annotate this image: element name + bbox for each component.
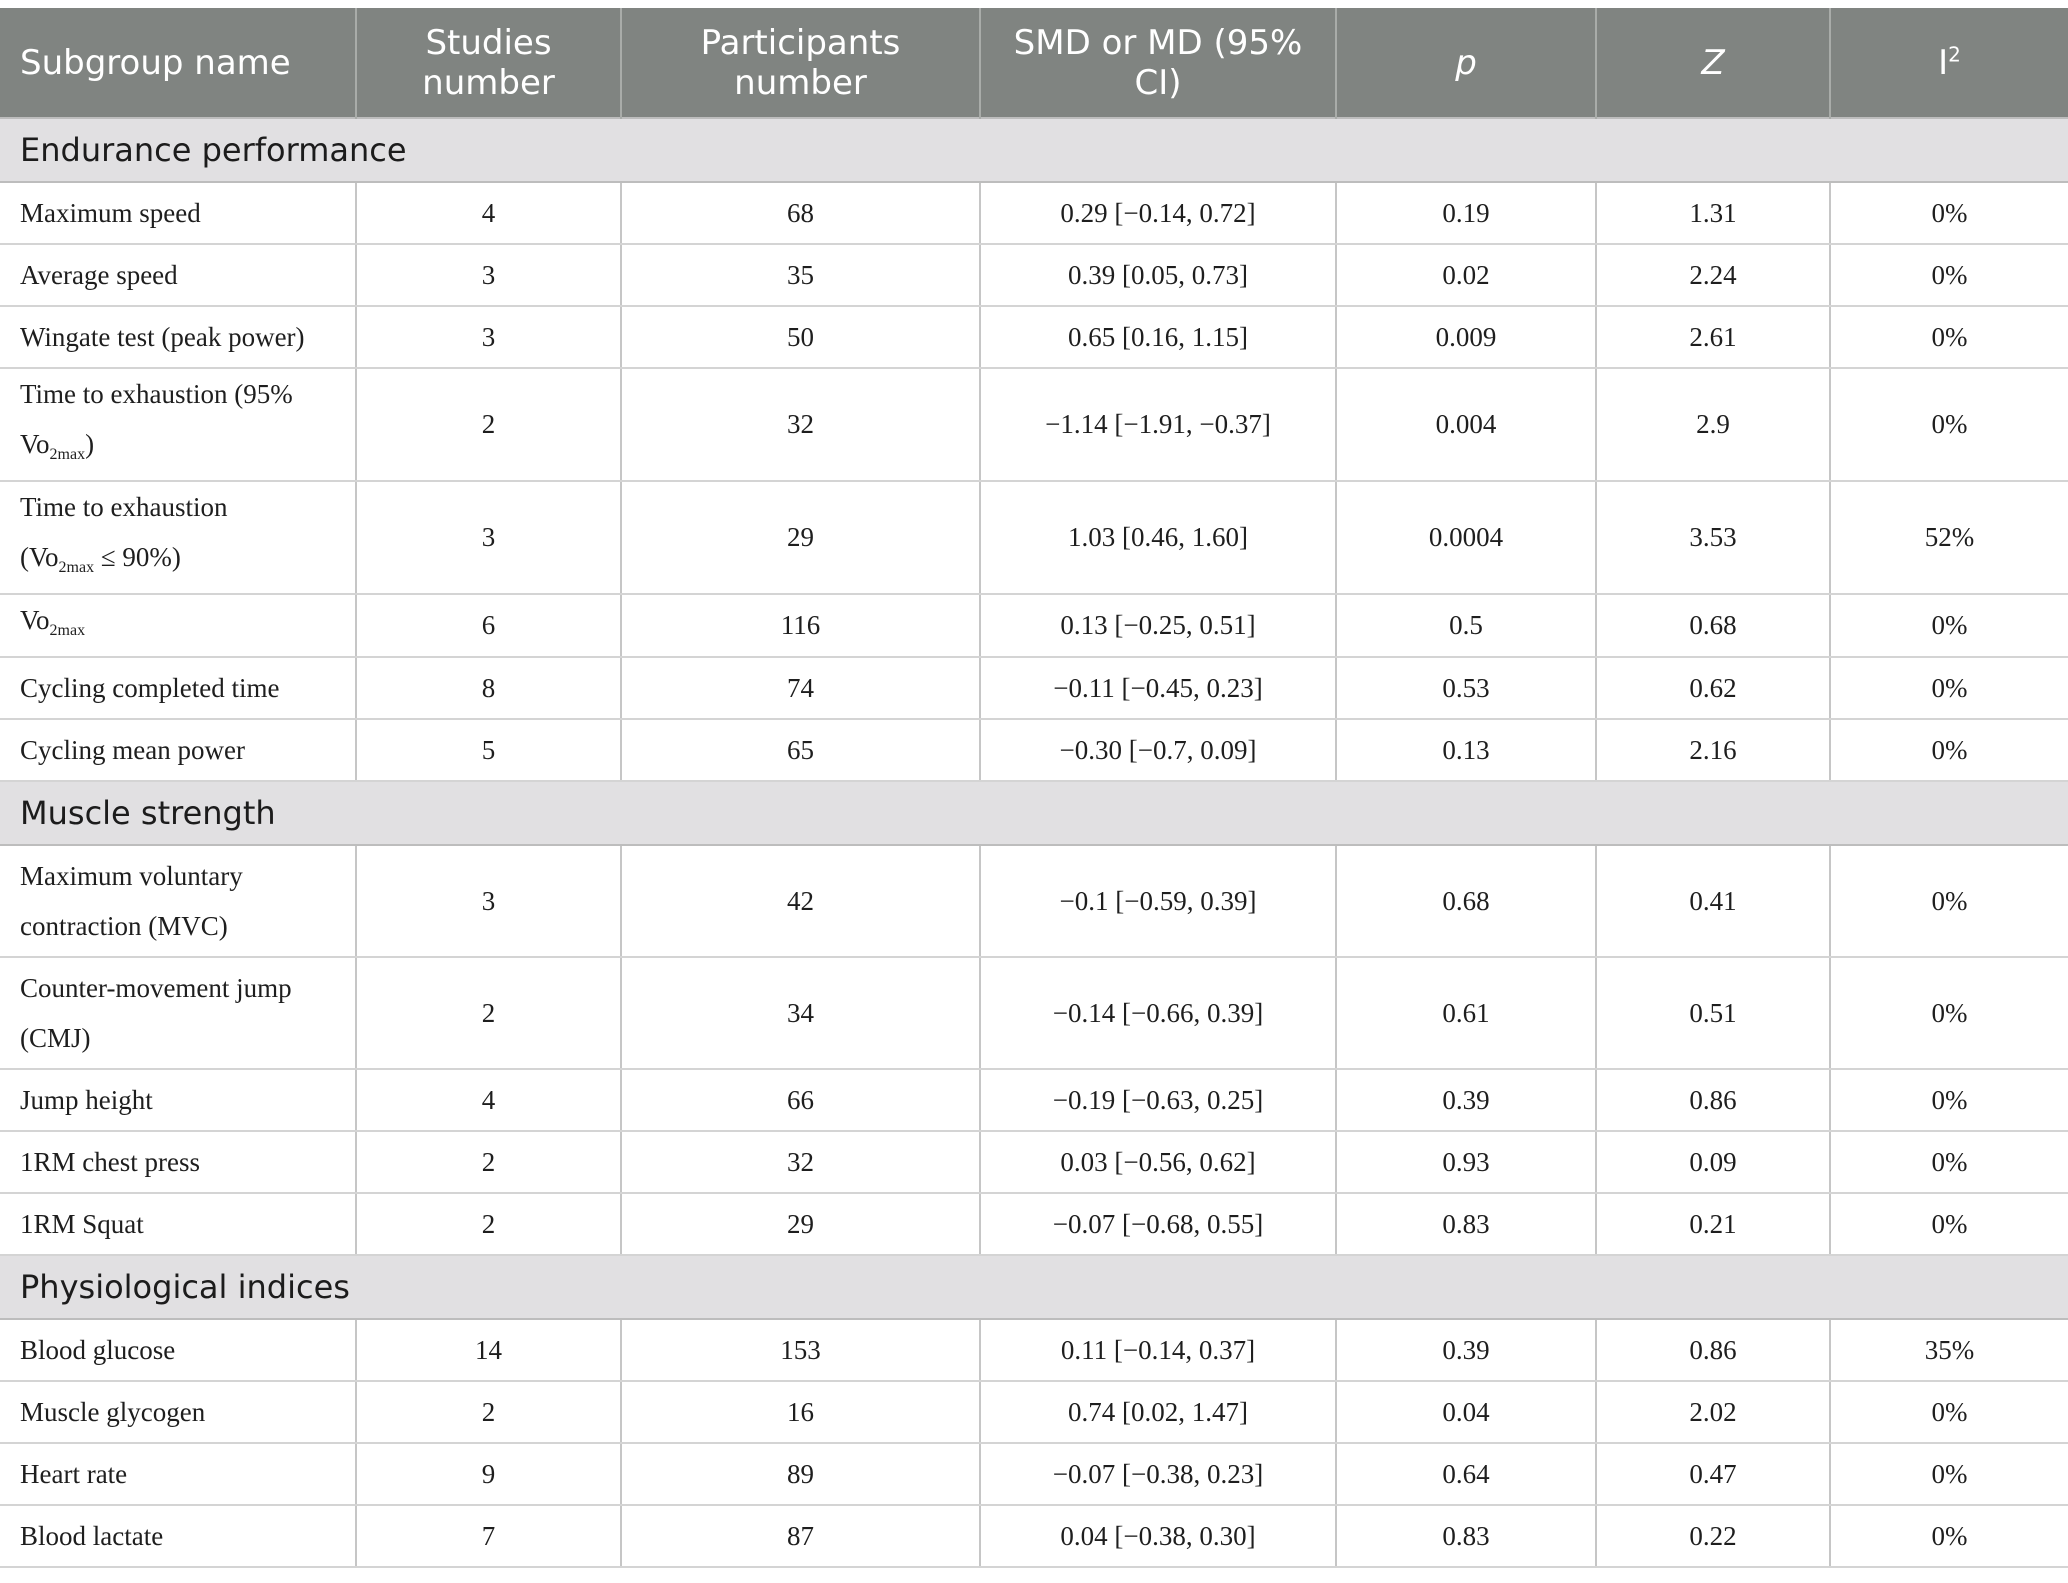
table-row — [0, 845, 2068, 957]
cell-subgroup-name: Maximum speed — [0, 182, 356, 244]
header-subgroup-name: Subgroup name — [0, 8, 356, 118]
subgroup-name-line1: Maximum voluntary — [20, 861, 243, 891]
cell-smd-ci: 0.11 [−0.14, 0.37] — [980, 1319, 1336, 1381]
cell-z-value: 0.22 — [1596, 1505, 1830, 1567]
cell-z-value: 0.47 — [1596, 1443, 1830, 1505]
cell-studies-number: 2 — [356, 1131, 621, 1193]
cell-z-value: 2.24 — [1596, 244, 1830, 306]
cell-i-squared: 0% — [1830, 594, 2068, 657]
subgroup-name-line2: contraction (MVC) — [20, 911, 228, 941]
cell-z-value: 0.41 — [1596, 845, 1830, 957]
cell-studies-number: 4 — [356, 182, 621, 244]
header-smd-ci: SMD or MD (95% CI) — [980, 8, 1336, 118]
cell-subgroup-name: Blood lactate — [0, 1505, 356, 1567]
cell-smd-ci: −0.11 [−0.45, 0.23] — [980, 657, 1336, 719]
subgroup-name-line1: Counter-movement jump — [20, 973, 292, 1003]
cell-smd-ci: −0.1 [−0.59, 0.39] — [980, 845, 1336, 957]
cell-i-squared: 0% — [1830, 1131, 2068, 1193]
cell-z-value: 3.53 — [1596, 481, 1830, 594]
subgroup-name-vo: Vo — [20, 605, 50, 635]
cell-studies-number: 2 — [356, 957, 621, 1069]
cell-studies-number: 5 — [356, 719, 621, 781]
header-row — [0, 8, 2068, 118]
cell-z-value: 0.68 — [1596, 594, 1830, 657]
cell-i-squared: 0% — [1830, 1443, 2068, 1505]
cell-studies-number: 3 — [356, 481, 621, 594]
cell-studies-number: 8 — [356, 657, 621, 719]
cell-z-value: 1.31 — [1596, 182, 1830, 244]
cell-i-squared: 0% — [1830, 368, 2068, 481]
table-row — [0, 594, 2068, 657]
cell-subgroup-name: Jump height — [0, 1069, 356, 1131]
cell-p-value: 0.68 — [1336, 845, 1596, 957]
table-row — [0, 1381, 2068, 1443]
section-title: Endurance performance — [0, 118, 2068, 182]
cell-p-value: 0.0004 — [1336, 481, 1596, 594]
cell-studies-number: 2 — [356, 1381, 621, 1443]
table-row — [0, 719, 2068, 781]
cell-p-value: 0.13 — [1336, 719, 1596, 781]
section-header-row — [0, 781, 2068, 845]
cell-smd-ci: 0.29 [−0.14, 0.72] — [980, 182, 1336, 244]
subgroup-name-subscript: 2max — [49, 622, 86, 639]
cell-i-squared: 0% — [1830, 845, 2068, 957]
cell-subgroup-name: Average speed — [0, 244, 356, 306]
table-row — [0, 1131, 2068, 1193]
cell-p-value: 0.39 — [1336, 1319, 1596, 1381]
cell-studies-number: 2 — [356, 1193, 621, 1255]
cell-subgroup-name: Cycling mean power — [0, 719, 356, 781]
cell-subgroup-name: 1RM chest press — [0, 1131, 356, 1193]
cell-studies-number: 9 — [356, 1443, 621, 1505]
cell-participants-number: 116 — [621, 594, 980, 657]
cell-p-value: 0.64 — [1336, 1443, 1596, 1505]
cell-smd-ci: 0.39 [0.05, 0.73] — [980, 244, 1336, 306]
cell-i-squared: 52% — [1830, 481, 2068, 594]
cell-i-squared: 0% — [1830, 957, 2068, 1069]
cell-smd-ci: −0.14 [−0.66, 0.39] — [980, 957, 1336, 1069]
cell-participants-number: 32 — [621, 368, 980, 481]
cell-participants-number: 68 — [621, 182, 980, 244]
table-row — [0, 957, 2068, 1069]
cell-i-squared: 0% — [1830, 1069, 2068, 1131]
cell-p-value: 0.04 — [1336, 1381, 1596, 1443]
subgroup-name-line1: Time to exhaustion — [20, 492, 228, 522]
cell-z-value: 2.16 — [1596, 719, 1830, 781]
table-row — [0, 368, 2068, 481]
cell-participants-number: 16 — [621, 1381, 980, 1443]
header-i-squared-sup: 2 — [1948, 42, 1961, 67]
cell-participants-number: 74 — [621, 657, 980, 719]
cell-studies-number: 14 — [356, 1319, 621, 1381]
subgroup-name-subscript: 2max — [58, 559, 95, 576]
section-title: Muscle strength — [0, 781, 2068, 845]
table-row — [0, 244, 2068, 306]
cell-i-squared: 0% — [1830, 1381, 2068, 1443]
cell-participants-number: 50 — [621, 306, 980, 368]
table-row — [0, 306, 2068, 368]
header-studies-number: Studies number — [356, 8, 621, 118]
cell-participants-number: 153 — [621, 1319, 980, 1381]
cell-z-value: 2.61 — [1596, 306, 1830, 368]
cell-participants-number: 42 — [621, 845, 980, 957]
cell-smd-ci: 0.74 [0.02, 1.47] — [980, 1381, 1336, 1443]
cell-i-squared: 0% — [1830, 719, 2068, 781]
cell-participants-number: 65 — [621, 719, 980, 781]
cell-p-value: 0.39 — [1336, 1069, 1596, 1131]
cell-subgroup-name — [0, 845, 356, 957]
header-i-squared-base: I — [1938, 42, 1949, 83]
header-participants-number: Participants number — [621, 8, 980, 118]
cell-studies-number: 3 — [356, 845, 621, 957]
cell-p-value: 0.02 — [1336, 244, 1596, 306]
cell-studies-number: 3 — [356, 244, 621, 306]
subgroup-name-subscript: 2max — [49, 446, 86, 463]
cell-studies-number: 6 — [356, 594, 621, 657]
subgroup-name-line1: Time to exhaustion (95% — [20, 379, 293, 409]
cell-z-value: 2.9 — [1596, 368, 1830, 481]
cell-p-value: 0.009 — [1336, 306, 1596, 368]
cell-participants-number: 29 — [621, 1193, 980, 1255]
cell-subgroup-name — [0, 957, 356, 1069]
table-row — [0, 1505, 2068, 1567]
cell-p-value: 0.83 — [1336, 1193, 1596, 1255]
cell-i-squared: 35% — [1830, 1319, 2068, 1381]
cell-p-value: 0.53 — [1336, 657, 1596, 719]
cell-z-value: 0.62 — [1596, 657, 1830, 719]
section-title: Physiological indices — [0, 1255, 2068, 1319]
cell-i-squared: 0% — [1830, 657, 2068, 719]
cell-subgroup-name: Wingate test (peak power) — [0, 306, 356, 368]
table-row — [0, 1069, 2068, 1131]
cell-subgroup-name — [0, 368, 356, 481]
cell-z-value: 0.51 — [1596, 957, 1830, 1069]
subgroup-name-line2: (CMJ) — [20, 1023, 91, 1053]
cell-smd-ci: 0.13 [−0.25, 0.51] — [980, 594, 1336, 657]
table-row — [0, 481, 2068, 594]
subgroup-analysis-table — [0, 8, 2068, 1568]
table-body — [0, 118, 2068, 1567]
cell-p-value: 0.93 — [1336, 1131, 1596, 1193]
cell-studies-number: 2 — [356, 368, 621, 481]
cell-subgroup-name: 1RM Squat — [0, 1193, 356, 1255]
cell-smd-ci: 0.65 [0.16, 1.15] — [980, 306, 1336, 368]
cell-i-squared: 0% — [1830, 244, 2068, 306]
cell-smd-ci: −0.19 [−0.63, 0.25] — [980, 1069, 1336, 1131]
table-row — [0, 182, 2068, 244]
section-header-row — [0, 118, 2068, 182]
cell-i-squared: 0% — [1830, 306, 2068, 368]
header-z-value: Z — [1596, 8, 1830, 118]
cell-z-value: 0.86 — [1596, 1319, 1830, 1381]
cell-p-value: 0.61 — [1336, 957, 1596, 1069]
section-header-row — [0, 1255, 2068, 1319]
cell-participants-number: 34 — [621, 957, 980, 1069]
cell-z-value: 0.86 — [1596, 1069, 1830, 1131]
table-header — [0, 8, 2068, 118]
cell-i-squared: 0% — [1830, 1193, 2068, 1255]
cell-subgroup-name: Cycling completed time — [0, 657, 356, 719]
cell-smd-ci: −0.07 [−0.38, 0.23] — [980, 1443, 1336, 1505]
cell-participants-number: 29 — [621, 481, 980, 594]
cell-participants-number: 66 — [621, 1069, 980, 1131]
cell-subgroup-name: Muscle glycogen — [0, 1381, 356, 1443]
cell-studies-number: 3 — [356, 306, 621, 368]
subgroup-name-suffix: ≤ 90%) — [94, 542, 181, 572]
cell-smd-ci: 1.03 [0.46, 1.60] — [980, 481, 1336, 594]
cell-p-value: 0.004 — [1336, 368, 1596, 481]
cell-i-squared: 0% — [1830, 1505, 2068, 1567]
cell-studies-number: 7 — [356, 1505, 621, 1567]
cell-p-value: 0.5 — [1336, 594, 1596, 657]
cell-smd-ci: −1.14 [−1.91, −0.37] — [980, 368, 1336, 481]
cell-subgroup-name: Heart rate — [0, 1443, 356, 1505]
header-p-value: p — [1336, 8, 1596, 118]
cell-smd-ci: 0.03 [−0.56, 0.62] — [980, 1131, 1336, 1193]
cell-z-value: 0.09 — [1596, 1131, 1830, 1193]
table-row — [0, 1443, 2068, 1505]
cell-participants-number: 35 — [621, 244, 980, 306]
cell-z-value: 2.02 — [1596, 1381, 1830, 1443]
header-i-squared — [1830, 8, 2068, 118]
cell-studies-number: 4 — [356, 1069, 621, 1131]
cell-participants-number: 87 — [621, 1505, 980, 1567]
table-row — [0, 1193, 2068, 1255]
cell-subgroup-name — [0, 481, 356, 594]
cell-p-value: 0.83 — [1336, 1505, 1596, 1567]
cell-subgroup-name — [0, 594, 356, 657]
cell-participants-number: 32 — [621, 1131, 980, 1193]
cell-subgroup-name: Blood glucose — [0, 1319, 356, 1381]
cell-smd-ci: −0.07 [−0.68, 0.55] — [980, 1193, 1336, 1255]
table-row — [0, 657, 2068, 719]
cell-i-squared: 0% — [1830, 182, 2068, 244]
cell-smd-ci: −0.30 [−0.7, 0.09] — [980, 719, 1336, 781]
cell-participants-number: 89 — [621, 1443, 980, 1505]
cell-z-value: 0.21 — [1596, 1193, 1830, 1255]
table-row — [0, 1319, 2068, 1381]
cell-p-value: 0.19 — [1336, 182, 1596, 244]
subgroup-name-suffix: ) — [85, 429, 95, 459]
cell-smd-ci: 0.04 [−0.38, 0.30] — [980, 1505, 1336, 1567]
subgroup-name-vo: (Vo — [20, 542, 59, 572]
subgroup-name-vo: Vo — [20, 429, 50, 459]
